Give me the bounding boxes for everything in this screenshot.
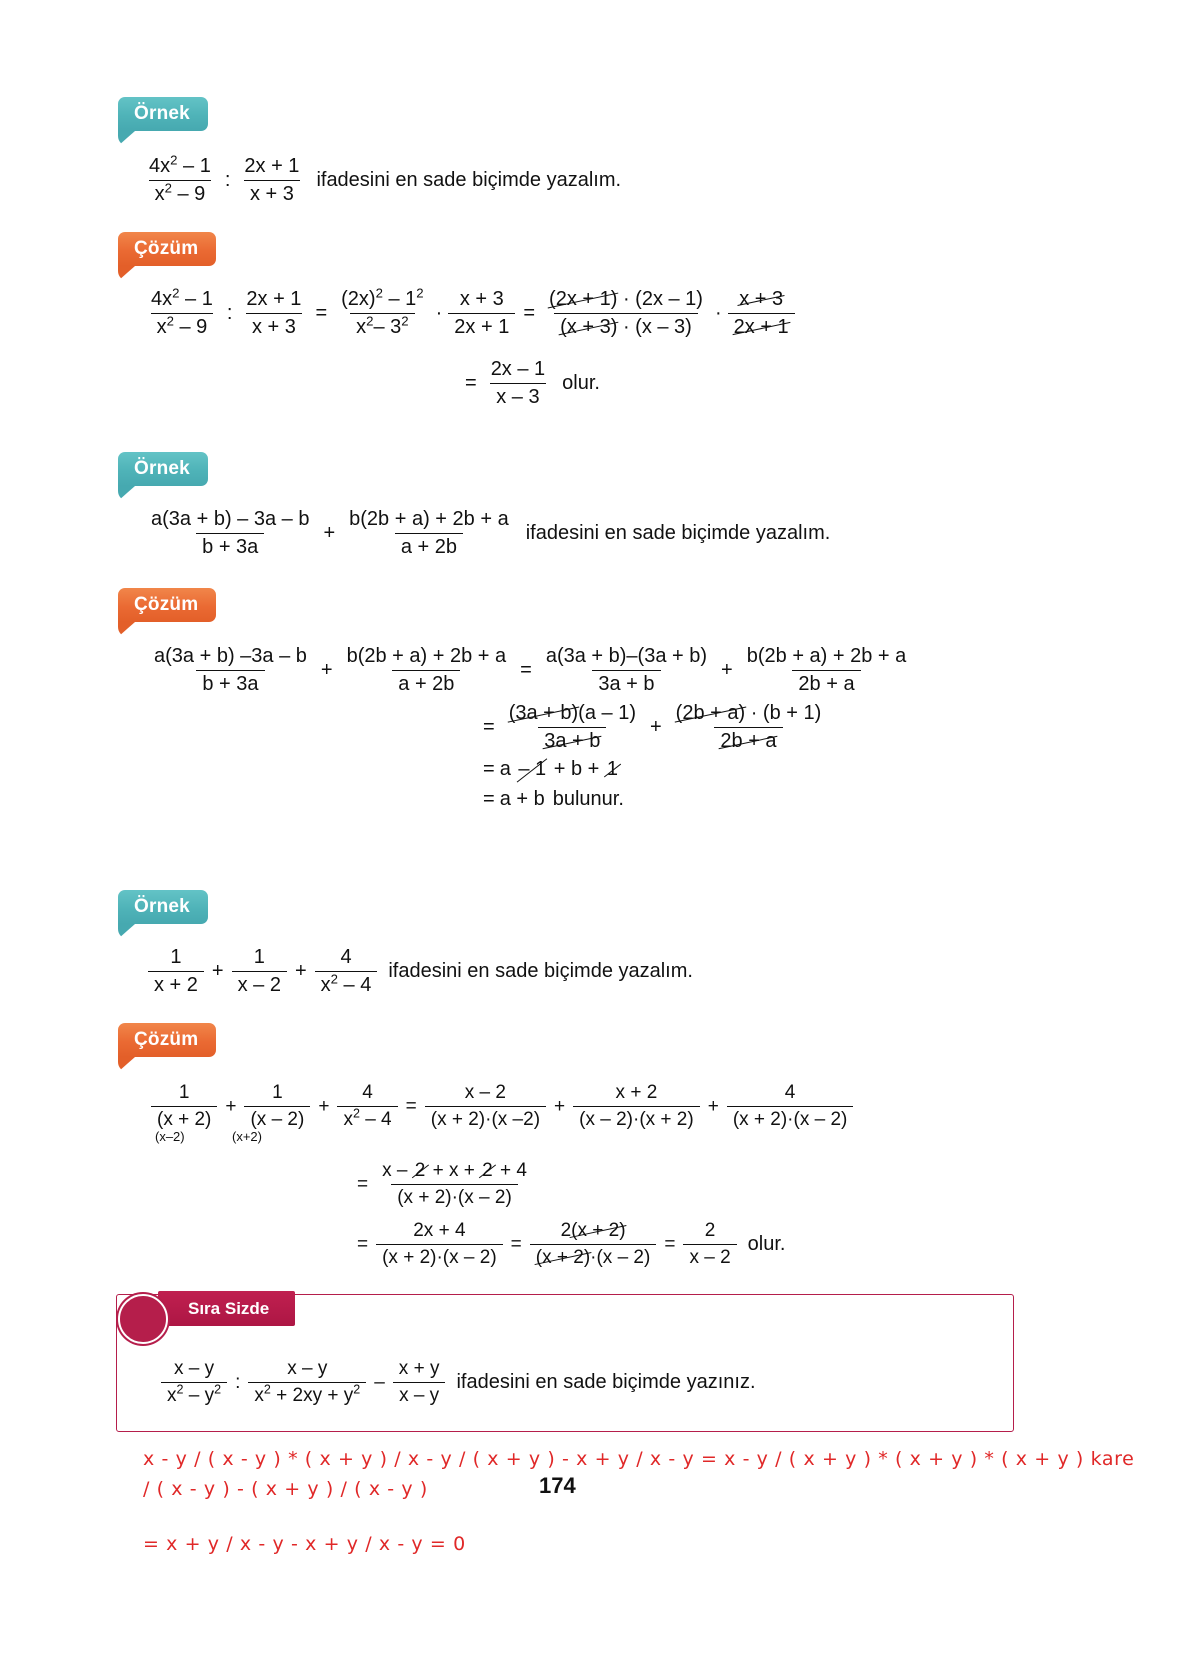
fraction: $\frac{b(2b + a) + 2b + a}{a + 2b}$ [349,508,509,558]
prompt-text: ifadesini en sade biçimde yazalım. [316,169,622,191]
equals-sign: = [483,716,495,738]
divide-operator: : [235,1371,241,1393]
fraction: $\frac{x + 2}{(x - 2)\cdot(x + 2)}$ [573,1082,700,1131]
plus-operator: + [225,1095,237,1117]
prompt-text: ifadesini en sade biçimde yazalım. [525,522,831,544]
fraction: $\frac{4}{x^2 - 4}$ [315,946,378,997]
equals-sign: = [465,372,477,394]
fraction: $\frac{1}{x + 2}$ [148,946,204,997]
plus-operator: + [649,716,662,738]
equals-sign: = [664,1233,676,1255]
fraction: $\frac{a(3a + b)-(3a + b)}{3a + b}$ [545,645,708,695]
ornek-3-tab-wrap [118,890,208,924]
fraction: $\frac{b(2b + a) + 2b + a}{a + 2b}$ [346,645,507,695]
ornek-label: Örnek [118,452,208,486]
numerator: 2x + 1 [244,155,300,177]
cozum-2-line-1 [145,645,915,696]
prompt-text: ifadesini en sade biçimde yazalım. [388,960,693,982]
numerator: $4x^2 - 1$ [149,152,211,177]
result-tail: olur. [747,1233,786,1255]
cozum-2-line-3: = a – 1 + b + 1 [478,758,620,781]
result-tail: bulunur. [552,788,624,810]
cozum-1-line-2 [460,358,600,409]
cozum-label: Çözüm [118,232,216,266]
cozum-3-line-3 [352,1220,785,1269]
equals-sign: = [483,758,495,780]
ornek-3-expression [145,946,693,997]
cozum-2-tab-wrap [118,588,216,622]
equals-sign: = [523,302,536,324]
fraction: $\frac{2x - 1}{x - 3}$ [490,358,546,408]
fraction [238,155,305,206]
equals-sign: = [483,788,495,810]
plus-operator: + [320,659,333,681]
divide-operator: : [226,302,233,324]
equals-sign: = [510,1233,522,1255]
handwriting-line-2: / ( x - y ) - ( x + y ) / ( x - y ) [143,1478,428,1500]
equals-sign: = [357,1173,369,1195]
result-terms: a + b [499,788,545,810]
ornek-1-expression [140,152,622,206]
fraction: $\frac{x - 2}{(x + 2)\cdot(x -2)}$ [425,1082,546,1131]
ornek-2-expression [142,508,830,559]
divide-operator: : [224,169,231,191]
sira-sizde-expression [158,1358,756,1407]
fraction: $\frac{x + y}{x - y}$ [393,1358,446,1407]
multiply-dot: · [435,302,443,324]
ornek-label: Örnek [118,890,208,924]
ornek-1-tab-wrap [118,97,208,131]
ornek-2-tab-wrap [118,452,208,486]
fraction: $\frac{4}{(x + 2)\cdot(x - 2)}$ [727,1082,854,1131]
page-number: 174 [539,1473,576,1498]
equals-sign: = [315,302,328,324]
sira-sizde-bullet [118,1294,168,1344]
plus-operator: + [707,1095,719,1117]
cozum-1-line-1 [142,285,798,339]
equals-sign: = [520,659,532,681]
cozum-3-tab-wrap [118,1023,216,1057]
fraction: $\frac{1}{(x - 2)}$ [244,1082,310,1131]
cozum-3-line-2 [352,1160,536,1209]
fraction: $\frac{1}{(x + 2)}$ [151,1082,217,1131]
multiply-dot: · [714,302,722,324]
plus-operator: + [554,1095,566,1117]
cozum-label: Çözüm [118,1023,216,1057]
denominator: x + 3 [244,180,300,206]
handwriting-line-1: x - y / ( x - y ) * ( x + y ) / x - y / ( x + y ) - x + y / x - y = x - y / ( x + y ) * ( x + y ) * ( x + y ) kare [143,1448,1135,1470]
plus-operator: + [323,522,336,544]
equals-sign: = [357,1233,369,1255]
fraction: $\frac{2x + 4}{(x + 2)\cdot(x - 2)}$ [376,1220,503,1269]
denominator: $x^2 - 9$ [149,180,212,206]
fraction [143,152,217,206]
plus-operator: + [211,960,224,982]
fraction: $\frac{x + 3}{2x + 1}$ [448,288,515,339]
fraction-cancelled: $\frac{(2x + 1) \cdot (2x - 1)}{(x + 3) \cdot (x - 3)}$ [549,288,703,338]
sira-sizde-label: Sıra Sizde [158,1291,295,1326]
handwriting-line-3: = x + y / x - y - x + y / x - y = 0 [143,1533,466,1555]
plus-operator: + [721,659,733,681]
ornek-label: Örnek [118,97,208,131]
fraction: $\frac{2}{x - 2}$ [683,1220,736,1269]
fraction: $\frac{a(3a + b) -3a - b}{b + 3a}$ [154,645,307,695]
cozum-2-line-4 [478,788,624,811]
fraction: $\frac{1}{x - 2}$ [232,946,287,997]
fraction: $\frac{4}{x^2 - 4}$ [337,1082,397,1131]
fraction: $\frac{(2x)^2 - 1^2}{x^2- 3^2}$ [341,285,424,338]
fraction: $\frac{x - y}{x^2 - y^2}$ [161,1358,227,1407]
fraction-cancelled: $\frac{x + 3}{2x + 1}$ [728,288,795,339]
multiplier-annotation-2: (x+2) [232,1129,262,1144]
result-tail: olur. [562,372,600,394]
cozum-1-tab-wrap [118,232,216,266]
minus-operator: – [374,1371,385,1393]
fraction: $\frac{x - 2 + x + 2 + 4}{(x + 2)\cdot(x - 2)}$ [382,1160,527,1208]
cozum-label: Çözüm [118,588,216,622]
cozum-3-line-1 [148,1082,856,1131]
prompt-text: ifadesini en sade biçimde yazınız. [456,1371,756,1393]
multiplier-annotation-1: (x–2) [155,1129,185,1144]
equals-sign: = [405,1095,417,1117]
fraction: $\frac{4x^2 - 1}{x^2 - 9}$ [151,285,213,338]
cozum-2-line-2 [478,702,830,753]
fraction: $\frac{2x + 1}{x + 3}$ [246,288,302,338]
fraction: $\frac{x - y}{x^2 + 2xy + y^2}$ [248,1358,366,1407]
fraction: $\frac{b(2b + a) + 2b + a}{2b + a}$ [746,645,907,695]
fraction-cancelled: $\frac{(3a + b)(a - 1)}{3a + b}$ [508,702,636,752]
plus-operator: + [318,1095,330,1117]
plus-operator: + [294,960,307,982]
fraction-cancelled: $\frac{2(x + 2)}{(x + 2)\cdot(x - 2)}$ [530,1220,657,1269]
fraction: $\frac{a(3a + b) - 3a - b}{b + 3a}$ [151,508,310,558]
fraction-cancelled: $\frac{(2b + a) \cdot (b + 1)}{2b + a}$ [675,702,822,752]
